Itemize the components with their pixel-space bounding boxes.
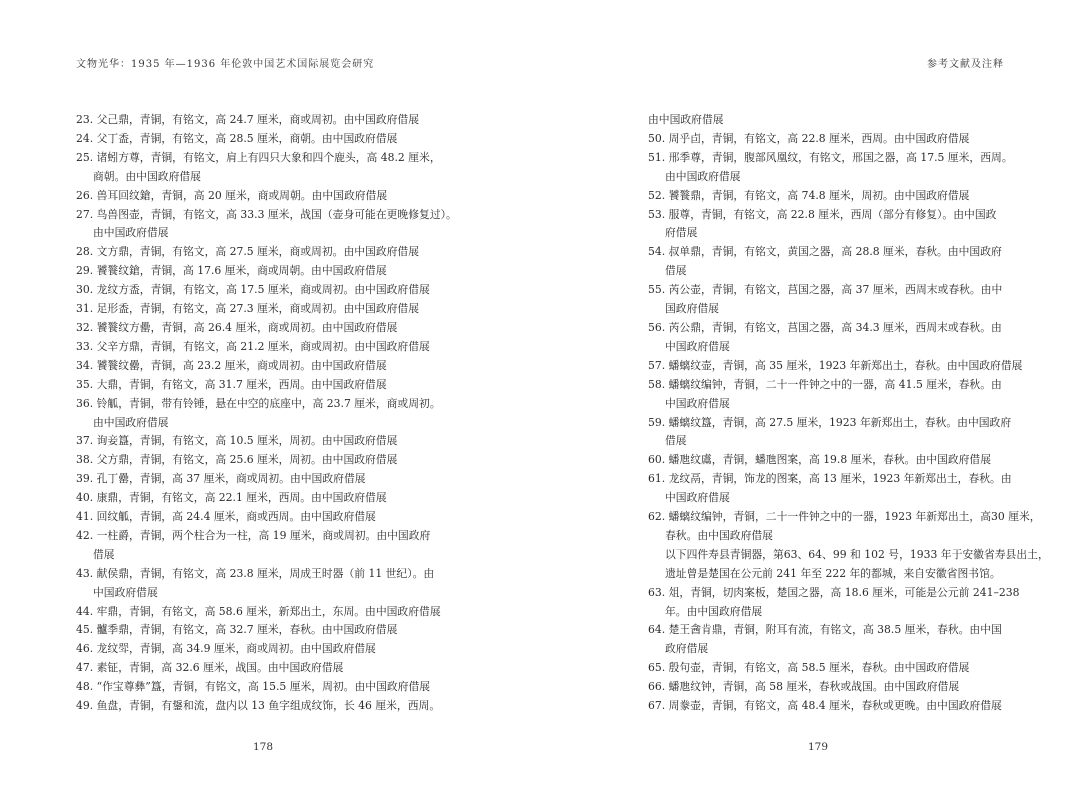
entry-text-continued: 借展 (665, 264, 687, 278)
entry-text-continued: 政府借展 (665, 642, 709, 656)
catalog-entry (648, 376, 1018, 414)
catalog-entry (648, 130, 1018, 149)
note-line-2: 遗址曾是楚国在公元前 241 年至 222 年的都城，来自安徽省图书馆。 (665, 566, 1001, 580)
catalog-entry (76, 489, 446, 508)
catalog-entry (76, 659, 446, 678)
entry-text: 46. 龙纹斝，青铜，高 34.9 厘米，商或周初。由中国政府借展 (76, 642, 376, 656)
catalog-entry (76, 149, 446, 187)
page-number-right: 179 (808, 741, 829, 753)
catalog-entry (648, 243, 1018, 281)
entry-text: 27. 鸟兽图壶，青铜，有铭文，高 33.3 厘米，战国（壶身可能在更晚修复过）。 (76, 207, 457, 221)
catalog-entry (648, 470, 1018, 508)
entry-text: 30. 龙纹方盉，青铜，有铭文，高 17.5 厘米，商或周初。由中国政府借展 (76, 283, 430, 297)
right-page (540, 0, 1080, 798)
entry-text-continued: 由中国政府借展 (93, 226, 169, 240)
running-header-left: 文物光华：1935 年—1936 年伦敦中国艺术国际展览会研究 (76, 59, 375, 70)
entry-text: 60. 蟠虺纹鬳，青铜，蟠虺图案，高 19.8 厘米，春秋。由中国政府借展 (648, 453, 992, 467)
running-header-right: 参考文献及注释 (927, 59, 1004, 70)
entry-text: 54. 叔单鼎，青铜，有铭文，黄国之器，高 28.8 厘米，春秋。由中国政府 (648, 245, 1002, 259)
entry-text: 26. 兽耳回纹鎗，青铜，高 20 厘米，商或周朝。由中国政府借展 (76, 188, 388, 202)
catalog-entry (648, 319, 1018, 357)
catalog-entry (76, 206, 457, 244)
entry-group-b (648, 584, 1018, 716)
entry-text: 67. 周豢壶，青铜，有铭文，高 48.4 厘米，春秋或更晚。由中国政府借展 (648, 699, 1002, 713)
catalog-entry (648, 621, 1018, 659)
entry-text: 52. 饕餮鼎，青铜，有铭文，高 74.8 厘米，周初。由中国政府借展 (648, 188, 970, 202)
catalog-entry (76, 470, 446, 489)
catalog-entry (76, 527, 446, 565)
entry-text: 34. 饕餮纹罍，青铜，高 23.2 厘米，商或周初。由中国政府借展 (76, 358, 387, 372)
entry-text: 48. “作宝尊彝”簋，青铜，有铭文，高 15.5 厘米，周初。由中国政府借展 (76, 680, 431, 694)
catalog-entry (76, 338, 446, 357)
entry-text: 24. 父丁盉，青铜，有铭文，高 28.5 厘米，商朝。由中国政府借展 (76, 131, 398, 145)
catalog-entry (76, 187, 446, 206)
catalog-entry (76, 603, 446, 622)
entry-text: 39. 孔丁罍，青铜，高 37 厘米，商或周初。由中国政府借展 (76, 472, 366, 486)
entry-text: 57. 蟠螭纹壶，青铜，高 35 厘米，1923 年新郑出土，春秋。由中国政府借展 (648, 358, 1023, 372)
catalog-entry (76, 319, 446, 338)
catalog-entry (648, 357, 1023, 376)
catalog-entry (648, 149, 1018, 187)
entry-text: 44. 牢鼎，青铜，有铭文，高 58.6 厘米，新郑出土，东周。由中国政府借展 (76, 604, 441, 618)
note-line-1: 以下四件寿县青铜器，第63、64、99 和 102 号，1933 年于安徽省寿县出土， (665, 547, 1049, 561)
catalog-entry (76, 281, 446, 300)
entry-text: 43. 献侯鼎，青铜，有铭文，高 23.8 厘米，周成王时器（前 11 世纪）。由 (76, 566, 435, 580)
entry-text: 42. 一柱爵，青铜，两个柱合为一柱，高 19 厘米，商或周初。由中国政府 (76, 528, 431, 542)
entry-text: 51. 邢季尊，青铜，腹部风凰纹，有铭文，邢国之器，高 17.5 厘米，西周。 (648, 150, 1013, 164)
catalog-entry (76, 640, 446, 659)
entry-text-continued: 中国政府借展 (93, 585, 158, 599)
continuation-line: 由中国政府借展 (648, 113, 724, 126)
page-number-left: 178 (253, 741, 274, 753)
entry-text-continued: 由中国政府借展 (665, 169, 741, 183)
entry-text-continued: 府借展 (665, 226, 698, 240)
entry-text: 37. 询妾簋，青铜，有铭文，高 10.5 厘米，周初。由中国政府借展 (76, 434, 398, 448)
entry-text: 66. 蟠虺纹钟，青铜，高 58 厘米，春秋或战国。由中国政府借展 (648, 680, 960, 694)
catalog-entry (648, 451, 1018, 470)
catalog-entry (76, 262, 446, 281)
entry-text: 29. 饕餮纹鎗，青铜，高 17.6 厘米，商或周朝。由中国政府借展 (76, 264, 387, 278)
catalog-entry (648, 697, 1018, 716)
catalog-entry (648, 508, 1041, 546)
entry-text: 63. 俎，青铜，切肉案板，楚国之器，高 18.6 厘米，可能是公元前 241–238 (648, 585, 1020, 599)
entry-text-continued: 中国政府借展 (665, 396, 730, 410)
entry-text-continued: 中国政府借展 (665, 491, 730, 505)
catalog-entry (648, 678, 1018, 697)
entry-text: 28. 文方鼎，青铜，有铭文，高 27.5 厘米，商或周初。由中国政府借展 (76, 245, 420, 259)
catalog-entry (76, 376, 446, 395)
catalog-entry (76, 130, 446, 149)
catalog-entry (648, 584, 1018, 622)
entry-text-continued: 商朝。由中国政府借展 (93, 169, 201, 183)
entry-text: 49. 鱼盘，青铜，有鋬和流，盘内以 13 鱼字组成纹饰，长 46 厘米，西周。 (76, 699, 441, 713)
entry-text-continued: 国政府借展 (665, 302, 719, 316)
entry-text: 56. 芮公鼎，青铜，有铭文，莒国之器，高 34.3 厘米，西周末或春秋。由 (648, 320, 1002, 334)
entry-text: 55. 芮公壶，青铜，有铭文，莒国之器，高 37 厘米，西周末或春秋。由中 (648, 283, 1003, 297)
entry-text: 45. 髗季鼎，青铜，有铭文，高 32.7 厘米，春秋。由中国政府借展 (76, 623, 398, 637)
catalog-entry (76, 451, 446, 470)
catalog-entry (76, 565, 446, 603)
catalog-entry (76, 621, 446, 640)
catalog-entry (76, 678, 446, 697)
entry-text: 62. 蟠螭纹编钟，青铜，二十一件钟之中的一器，1923 年新郑出土，高30 厘米， (648, 510, 1041, 524)
entry-text-continued: 由中国政府借展 (93, 415, 169, 429)
entry-text-continued: 中国政府借展 (665, 339, 730, 353)
entry-text: 35. 大鼎，青铜，有铭文，高 31.7 厘米，西周。由中国政府借展 (76, 377, 387, 391)
entry-text: 61. 龙纹鬲，青铜，饰龙的图案，高 13 厘米，1923 年新郑出土，春秋。由 (648, 472, 1012, 486)
entry-text-continued: 借展 (93, 547, 115, 561)
catalog-entry (648, 187, 1018, 206)
catalog-entry (648, 206, 1018, 244)
entry-text: 23. 父己鼎，青铜，有铭文，高 24.7 厘米，商或周初。由中国政府借展 (76, 113, 420, 126)
catalog-entry (648, 281, 1018, 319)
entry-text: 50. 周乎卣，青铜，有铭文，高 22.8 厘米，西周。由中国政府借展 (648, 131, 970, 145)
entry-text: 47. 素钲，青铜，高 32.6 厘米，战国。由中国政府借展 (76, 661, 344, 675)
entry-text-continued: 借展 (665, 434, 687, 448)
entry-text: 58. 蟠螭纹编钟，青铜，二十一件钟之中的一器，高 41.5 厘米，春秋。由 (648, 377, 1002, 391)
entry-text: 40. 康鼎，青铜，有铭文，高 22.1 厘米，西周。由中国政府借展 (76, 491, 387, 505)
entry-text: 32. 饕餮纹方罍，青铜，高 26.4 厘米，商或周初。由中国政府借展 (76, 320, 398, 334)
catalog-entry (76, 508, 446, 527)
entry-text: 36. 铃觚，青铜，带有铃锤，悬在中空的底座中，高 23.7 厘米，商或周初。 (76, 396, 441, 410)
entry-text-continued: 春秋。由中国政府借展 (665, 528, 773, 542)
entry-list-left (76, 111, 457, 716)
catalog-entry (648, 414, 1018, 452)
entry-text: 33. 父辛方鼎，青铜，有铭文，高 21.2 厘米，商或周初。由中国政府借展 (76, 339, 430, 353)
catalog-entry (76, 395, 446, 433)
entry-text: 38. 父方鼎，青铜，有铭文，高 25.6 厘米，周初。由中国政府借展 (76, 453, 398, 467)
entry-text: 25. 诸蚓方尊，青铜，有铭文，肩上有四只大象和四个鹿头，高 48.2 厘米， (76, 150, 441, 164)
entry-text: 59. 蟠螭纹簋，青铜，高 27.5 厘米，1923 年新郑出土，春秋。由中国政府 (648, 415, 1012, 429)
entry-group-a (648, 130, 1041, 546)
catalog-entry (648, 659, 1018, 678)
entry-text: 31. 足形盉，青铜，有铭文，高 27.3 厘米，商或周初。由中国政府借展 (76, 302, 420, 316)
entry-text: 64. 楚王酓肯鼎，青铜，附耳有流，有铭文，高 38.5 厘米，春秋。由中国 (648, 623, 1002, 637)
entry-list-right (648, 111, 1049, 716)
catalog-entry (76, 357, 446, 376)
entry-text: 41. 回纹觚，青铜，高 24.4 厘米，商或西周。由中国政府借展 (76, 510, 376, 524)
catalog-entry (76, 243, 446, 262)
catalog-entry (76, 111, 446, 130)
catalog-entry (76, 300, 446, 319)
entry-text: 53. 服尊，青铜，有铭文，高 22.8 厘米，西周（部分有修复）。由中国政 (648, 207, 997, 221)
entry-text-continued: 年。由中国政府借展 (665, 604, 763, 618)
entry-text: 65. 殷句壶，青铜，有铭文，高 58.5 厘米，春秋。由中国政府借展 (648, 661, 970, 675)
catalog-entry (76, 697, 446, 716)
catalog-entry (76, 432, 446, 451)
